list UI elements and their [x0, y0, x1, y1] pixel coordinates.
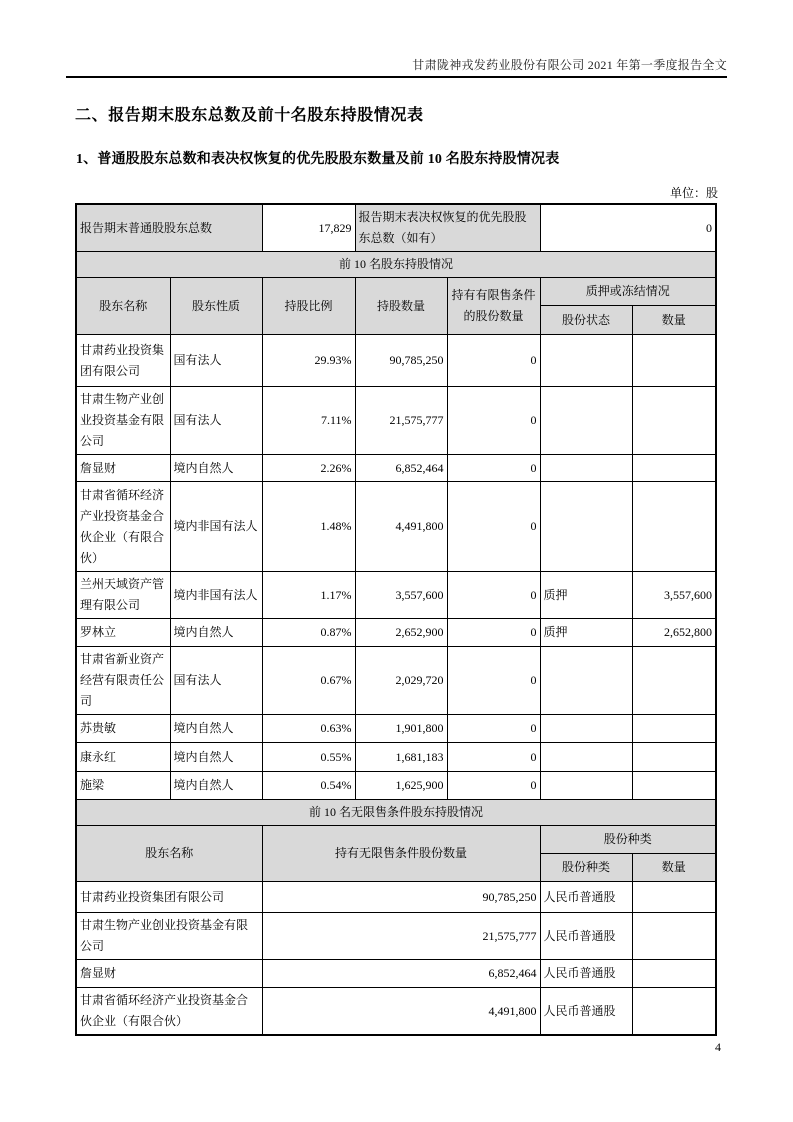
- shareholder-name: 詹显财: [76, 455, 170, 482]
- table-row: [76, 387, 716, 455]
- table-row: [76, 455, 716, 482]
- table-row: [76, 715, 716, 743]
- top10-title: 前 10 名股东持股情况: [76, 252, 716, 278]
- restricted-qty: 0: [447, 455, 540, 482]
- shareholder-nature: 国有法人: [170, 647, 262, 715]
- pledge-qty: [632, 387, 716, 455]
- shareholder-nature: 境内自然人: [170, 715, 262, 743]
- holding-qty: 1,681,183: [355, 743, 447, 772]
- subsection-heading: 1、普通股股东总数和表决权恢复的优先股股东数量及前 10 名股东持股情况表: [76, 152, 560, 167]
- pledge-status: [540, 715, 632, 743]
- share-class-qty: [632, 882, 716, 913]
- restricted-qty: 0: [447, 572, 540, 619]
- shareholder-nature: 境内自然人: [170, 743, 262, 772]
- top10-header-row-1: [76, 278, 716, 306]
- shareholder-name: 康永红: [76, 743, 170, 772]
- shareholder-name: 甘肃省循环经济产业投资基金合伙企业（有限合伙）: [76, 988, 262, 1036]
- shareholder-name: 施梁: [76, 772, 170, 800]
- pledge-status: 质押: [540, 619, 632, 647]
- table-row: [76, 647, 716, 715]
- pledge-qty: [632, 647, 716, 715]
- shareholder-nature: 国有法人: [170, 335, 262, 387]
- unrestricted-qty: 21,575,777: [262, 913, 540, 960]
- pledge-status: [540, 772, 632, 800]
- table-row: [76, 619, 716, 647]
- holding-ratio: 0.67%: [262, 647, 355, 715]
- col-header-share-class-group: 股份种类: [540, 826, 716, 854]
- unrestricted-qty: 90,785,250: [262, 882, 540, 913]
- restricted-qty: 0: [447, 743, 540, 772]
- holding-ratio: 0.55%: [262, 743, 355, 772]
- holding-qty: 3,557,600: [355, 572, 447, 619]
- holding-qty: 90,785,250: [355, 335, 447, 387]
- col-header-share-class: 股份种类: [540, 854, 632, 882]
- share-class: 人民币普通股: [540, 988, 632, 1036]
- holding-qty: 1,901,800: [355, 715, 447, 743]
- shareholder-name: 罗林立: [76, 619, 170, 647]
- holding-ratio: 0.87%: [262, 619, 355, 647]
- preferred-shareholders-value: 0: [540, 204, 716, 252]
- col-header-share-class-qty: 数量: [632, 854, 716, 882]
- shareholder-name: 苏贵敏: [76, 715, 170, 743]
- pledge-qty: [632, 335, 716, 387]
- pledge-status: [540, 387, 632, 455]
- shareholder-name: 甘肃药业投资集团有限公司: [76, 335, 170, 387]
- shareholder-name: 詹显财: [76, 960, 262, 988]
- unrestricted-header-row-1: [76, 826, 716, 854]
- shareholder-nature: 境内非国有法人: [170, 572, 262, 619]
- restricted-qty: 0: [447, 335, 540, 387]
- table-row: [76, 882, 716, 913]
- section-heading: 二、报告期末股东总数及前十名股东持股情况表: [75, 107, 424, 124]
- pledge-qty: 3,557,600: [632, 572, 716, 619]
- shareholder-nature: 国有法人: [170, 387, 262, 455]
- holding-ratio: 2.26%: [262, 455, 355, 482]
- col-header-unrestricted-qty: 持有无限售条件股份数量: [262, 826, 540, 882]
- shareholder-nature: 境内自然人: [170, 619, 262, 647]
- holding-qty: 6,852,464: [355, 455, 447, 482]
- pledge-qty: [632, 482, 716, 572]
- table-row: [76, 913, 716, 960]
- holding-ratio: 1.48%: [262, 482, 355, 572]
- shareholder-nature: 境内自然人: [170, 455, 262, 482]
- restricted-qty: 0: [447, 715, 540, 743]
- doc-header-title: 甘肃陇神戎发药业股份有限公司 2021 年第一季度报告全文: [412, 58, 727, 72]
- shareholder-table: [75, 203, 717, 1036]
- table-row: [76, 772, 716, 800]
- unrestricted-title-row: [76, 800, 716, 826]
- share-class-qty: [632, 988, 716, 1036]
- share-class: 人民币普通股: [540, 913, 632, 960]
- share-class-qty: [632, 960, 716, 988]
- unit-label: 单位：股: [669, 186, 718, 200]
- col-header-pledge-group: 质押或冻结情况: [540, 278, 716, 306]
- top10-title-row: [76, 252, 716, 278]
- pledge-status: [540, 455, 632, 482]
- col-header-name: 股东名称: [76, 278, 170, 335]
- unrestricted-title: 前 10 名无限售条件股东持股情况: [76, 800, 716, 826]
- table-row: [76, 960, 716, 988]
- col-header-nature: 股东性质: [170, 278, 262, 335]
- restricted-qty: 0: [447, 619, 540, 647]
- restricted-qty: 0: [447, 482, 540, 572]
- holding-qty: 1,625,900: [355, 772, 447, 800]
- holding-ratio: 0.63%: [262, 715, 355, 743]
- preferred-shareholders-label: 报告期末表决权恢复的优先股股东总数（如有）: [355, 204, 540, 252]
- col-header-name-2: 股东名称: [76, 826, 262, 882]
- col-header-pledge-status: 股份状态: [540, 306, 632, 335]
- pledge-status: [540, 335, 632, 387]
- restricted-qty: 0: [447, 387, 540, 455]
- holding-qty: 2,029,720: [355, 647, 447, 715]
- holding-qty: 4,491,800: [355, 482, 447, 572]
- ordinary-shareholders-value: 17,829: [262, 204, 355, 252]
- holding-ratio: 0.54%: [262, 772, 355, 800]
- table-row: [76, 743, 716, 772]
- pledge-qty: 2,652,800: [632, 619, 716, 647]
- holding-qty: 2,652,900: [355, 619, 447, 647]
- shareholder-name: 甘肃生物产业创业投资基金有限公司: [76, 387, 170, 455]
- header-rule: [66, 76, 727, 78]
- table-row: [76, 572, 716, 619]
- shareholder-name: 甘肃生物产业创业投资基金有限公司: [76, 913, 262, 960]
- shareholder-name: 甘肃省新业资产经营有限责任公司: [76, 647, 170, 715]
- holding-ratio: 7.11%: [262, 387, 355, 455]
- restricted-qty: 0: [447, 647, 540, 715]
- pledge-status: 质押: [540, 572, 632, 619]
- shareholder-name: 兰州天域资产管理有限公司: [76, 572, 170, 619]
- col-header-pledge-qty: 数量: [632, 306, 716, 335]
- col-header-restricted: 持有有限售条件的股份数量: [447, 278, 540, 335]
- page-number: 4: [715, 1040, 721, 1054]
- share-class: 人民币普通股: [540, 882, 632, 913]
- pledge-status: [540, 482, 632, 572]
- pledge-qty: [632, 743, 716, 772]
- holding-ratio: 29.93%: [262, 335, 355, 387]
- pledge-qty: [632, 455, 716, 482]
- table-row: [76, 988, 716, 1036]
- pledge-qty: [632, 772, 716, 800]
- restricted-qty: 0: [447, 772, 540, 800]
- holding-qty: 21,575,777: [355, 387, 447, 455]
- shareholder-nature: 境内自然人: [170, 772, 262, 800]
- table-row: [76, 482, 716, 572]
- pledge-status: [540, 743, 632, 772]
- ordinary-shareholders-label: 报告期末普通股股东总数: [76, 204, 262, 252]
- holding-ratio: 1.17%: [262, 572, 355, 619]
- pledge-status: [540, 647, 632, 715]
- pledge-qty: [632, 715, 716, 743]
- share-class: 人民币普通股: [540, 960, 632, 988]
- unrestricted-qty: 4,491,800: [262, 988, 540, 1036]
- col-header-ratio: 持股比例: [262, 278, 355, 335]
- share-class-qty: [632, 913, 716, 960]
- summary-row: [76, 204, 716, 252]
- shareholder-name: 甘肃药业投资集团有限公司: [76, 882, 262, 913]
- shareholder-name: 甘肃省循环经济产业投资基金合伙企业（有限合伙）: [76, 482, 170, 572]
- col-header-qty: 持股数量: [355, 278, 447, 335]
- unrestricted-qty: 6,852,464: [262, 960, 540, 988]
- shareholder-nature: 境内非国有法人: [170, 482, 262, 572]
- table-row: [76, 335, 716, 387]
